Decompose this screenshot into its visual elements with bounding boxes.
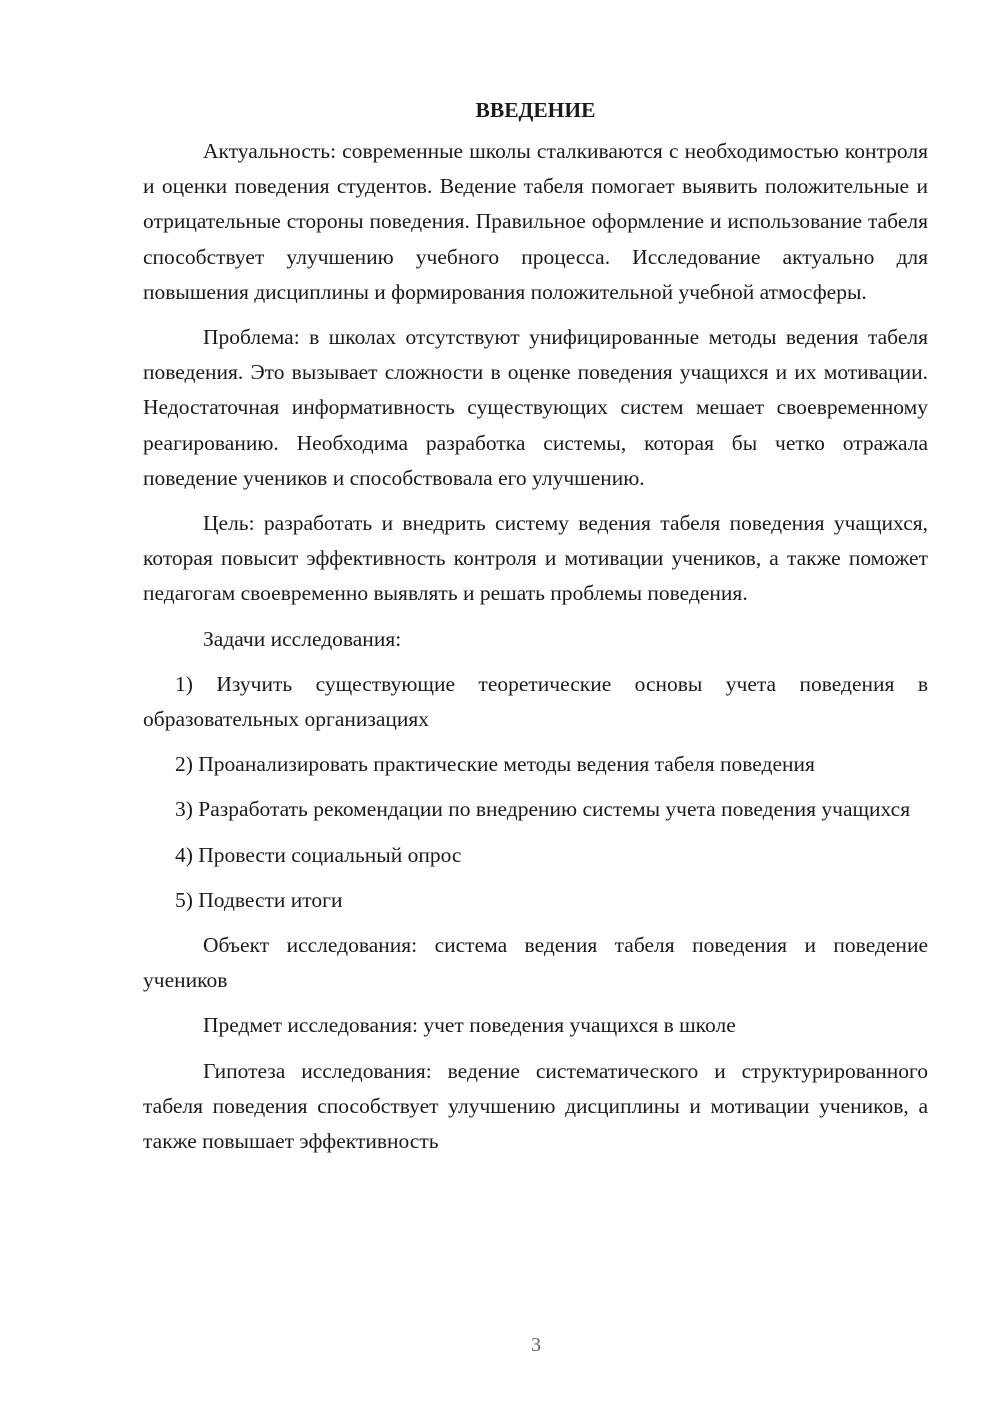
paragraph-object: Объект исследования: система ведения табеля поведения и поведение учеников <box>143 933 928 993</box>
task-item-5: 5) Подвести итоги <box>175 887 343 912</box>
paragraph-relevance: Актуальность: современные школы сталкиваются с необходимостью контроля и оценки поведения студентов. Ведение табеля помогает выявить положительные и отрицательные стороны поведения. Правильное оформление и использование табеля способствует улучшению учебного процесса. Исследование актуально для повышения дисциплины и формирования положительной учебной атмосферы. <box>143 139 928 304</box>
document-page <box>143 92 928 1159</box>
paragraph-hypothesis: Гипотеза исследования: ведение систематического и структурированного табеля поведения способствует улучшению дисциплины и мотивации учеников, а также повышает эффективность <box>143 1058 928 1154</box>
paragraph-goal: Цель: разработать и внедрить систему ведения табеля поведения учащихся, которая повысит эффективность контроля и мотивации учеников, а также поможет педагогам своевременно выявлять и решать проблемы поведения. <box>143 511 928 606</box>
page-number: 3 <box>531 1334 541 1356</box>
paragraph-problem: Проблема: в школах отсутствуют унифицированные методы ведения табеля поведения. Это вызывает сложности в оценке поведения учащихся и их мотивации. Недостаточная информативность существующих систем мешает своевременному реагированию. Необходима разработка системы, которая бы четко отражала поведение учеников и способствовала его улучшению. <box>143 325 928 490</box>
task-item-4: 4) Провести социальный опрос <box>175 842 462 867</box>
paragraph-tasks-heading: Задачи исследования: <box>203 626 402 651</box>
task-item-3: 3) Разработать рекомендации по внедрению системы учета поведения учащихся <box>175 797 911 822</box>
task-item-1: 1) Изучить существующие теоретические основы учета поведения в образовательных организациях <box>143 671 928 732</box>
task-item-2: 2) Проанализировать практические методы ведения табеля поведения <box>175 752 815 777</box>
page-title: ВВЕДЕНИЕ <box>475 98 596 122</box>
paragraph-subject: Предмет исследования: учет поведения учащихся в школе <box>203 1013 736 1038</box>
